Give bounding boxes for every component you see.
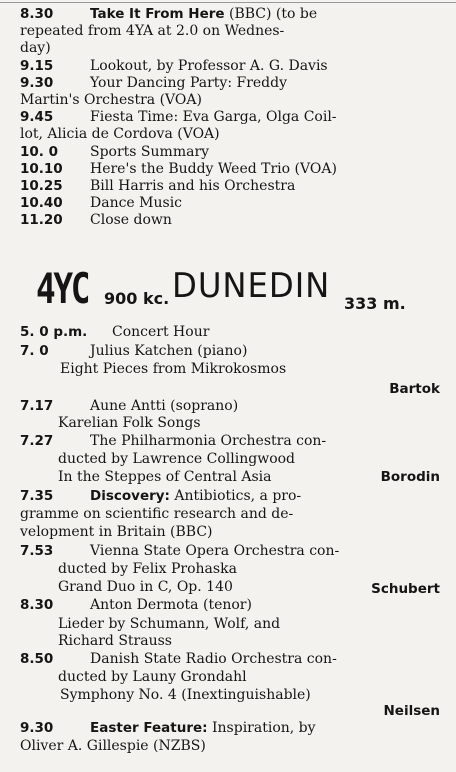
listing-time: 8.30 (20, 6, 54, 22)
listing-time: 7.35 (20, 488, 54, 504)
listing-time: 9.15 (20, 57, 54, 74)
listing-continuation: ducted by Lawrence Collingwood (58, 451, 296, 467)
listing-text: Inspiration, by (207, 720, 316, 736)
listing-time: 11.20 (20, 212, 63, 229)
listing-row (20, 109, 440, 126)
work-title: Grand Duo in C, Op. 140 (58, 579, 233, 595)
station-wavelength: 333 m. (344, 294, 406, 313)
listing-text: lot, Alicia de Cordova (VOA) (20, 126, 220, 143)
listing-time: 10. 0 (20, 143, 59, 160)
listing-time: 10.25 (20, 178, 63, 194)
listing-text: Lookout, by Professor A. G. Davis (90, 57, 328, 74)
listing-text: Dance Music (90, 195, 183, 212)
listing-continuation (20, 92, 440, 109)
listing-text: Bill Harris and his Orchestra (90, 178, 296, 194)
listing-continuation (20, 469, 440, 486)
listing-time: 10.10 (20, 160, 63, 177)
listing-text: Sports Summary (90, 143, 210, 160)
listing-continuation: Karelian Folk Songs (58, 415, 201, 431)
listing-row (20, 398, 440, 415)
listing-text: The Philharmonia Orchestra con- (90, 433, 327, 449)
listing-continuation: gramme on scientific research and de- (20, 506, 294, 522)
listing-text: Anton Dermota (tenor) (90, 597, 252, 613)
composer-name: Borodin (380, 469, 440, 485)
feature-title: Discovery: (90, 488, 170, 504)
listing-text: Here's the Buddy Weed Trio (VOA) (90, 160, 337, 177)
listing-time: 10.40 (20, 195, 63, 212)
listing-row (20, 212, 440, 229)
listing-time: 7.53 (20, 543, 54, 559)
station-city: DUNEDIN (172, 266, 331, 306)
listing-time: 7. 0 (20, 343, 49, 359)
listing-text: Concert Hour (112, 324, 210, 340)
work-title: In the Steppes of Central Asia (58, 469, 272, 485)
listing-continuation (20, 126, 440, 143)
listing-row (20, 144, 440, 161)
listing-row (20, 651, 440, 668)
listing-time: 7.27 (20, 433, 54, 449)
composer-name: Schubert (371, 581, 440, 597)
top-rule (0, 2, 456, 3)
listing-time: 9.30 (20, 720, 54, 736)
listing-continuation: Lieder by Schumann, Wolf, and (58, 616, 281, 632)
listing-text: Danish State Radio Orchestra con- (90, 651, 337, 667)
listing-text: repeated from 4YA at 2.0 on Wednes- (20, 23, 285, 40)
program-title: Take It From Here (90, 6, 225, 22)
listing-continuation (20, 23, 440, 40)
listing-continuation: ducted by Launy Grondahl (58, 669, 247, 685)
listing-text: Close down (90, 212, 172, 229)
listing-time: 9.30 (20, 74, 54, 91)
listing-time: 8.30 (20, 597, 54, 613)
listing-row (20, 58, 440, 75)
listing-row (20, 343, 440, 360)
listing-text: Fiesta Time: Eva Garga, Olga Coil- (90, 109, 337, 126)
listing-text: Vienna State Opera Orchestra con- (90, 543, 340, 559)
listing-time: 5. 0 p.m. (20, 324, 88, 340)
listing-continuation: velopment in Britain (BBC) (20, 524, 213, 540)
listing-row (20, 324, 440, 341)
listing-row (20, 433, 440, 450)
listing-row (20, 543, 440, 560)
listing-continuation: Richard Strauss (58, 633, 172, 649)
listing-continuation: ducted by Felix Prohaska (58, 561, 237, 577)
station-call-sign: 4YC (36, 264, 89, 313)
listing-text: Julius Katchen (piano) (90, 343, 248, 359)
listing-time: 8.50 (20, 651, 54, 667)
listing-continuation (20, 40, 440, 57)
listing-text: Aune Antti (soprano) (90, 398, 239, 414)
listing-text: (BBC) (to be (224, 6, 318, 22)
listing-continuation: Oliver A. Gillespie (NZBS) (20, 738, 206, 754)
listing-row (20, 720, 440, 737)
station-header (36, 264, 436, 320)
listing-time: 9.45 (20, 109, 54, 126)
composer-name: Neilsen (383, 703, 440, 719)
listing-row (20, 161, 440, 178)
feature-title: Easter Feature: (90, 720, 208, 736)
listing-row (20, 195, 440, 212)
listing-row (20, 75, 440, 92)
listing-text: day) (20, 40, 51, 57)
composer-name: Bartok (389, 381, 440, 397)
listing-row (20, 178, 440, 195)
listing-text: Martin's Orchestra (VOA) (20, 92, 202, 108)
listing-continuation: Symphony No. 4 (Inextinguishable) (60, 687, 311, 703)
listing-text: Your Dancing Party: Freddy (90, 74, 288, 91)
listing-continuation: Eight Pieces from Mikrokosmos (60, 361, 287, 377)
listing-row (20, 6, 440, 23)
listing-time: 7.17 (20, 398, 54, 414)
listing-row (20, 488, 440, 505)
listing-text: Antibiotics, a pro- (169, 488, 302, 504)
station-frequency: 900 kc. (104, 289, 170, 308)
listing-row (20, 597, 440, 614)
